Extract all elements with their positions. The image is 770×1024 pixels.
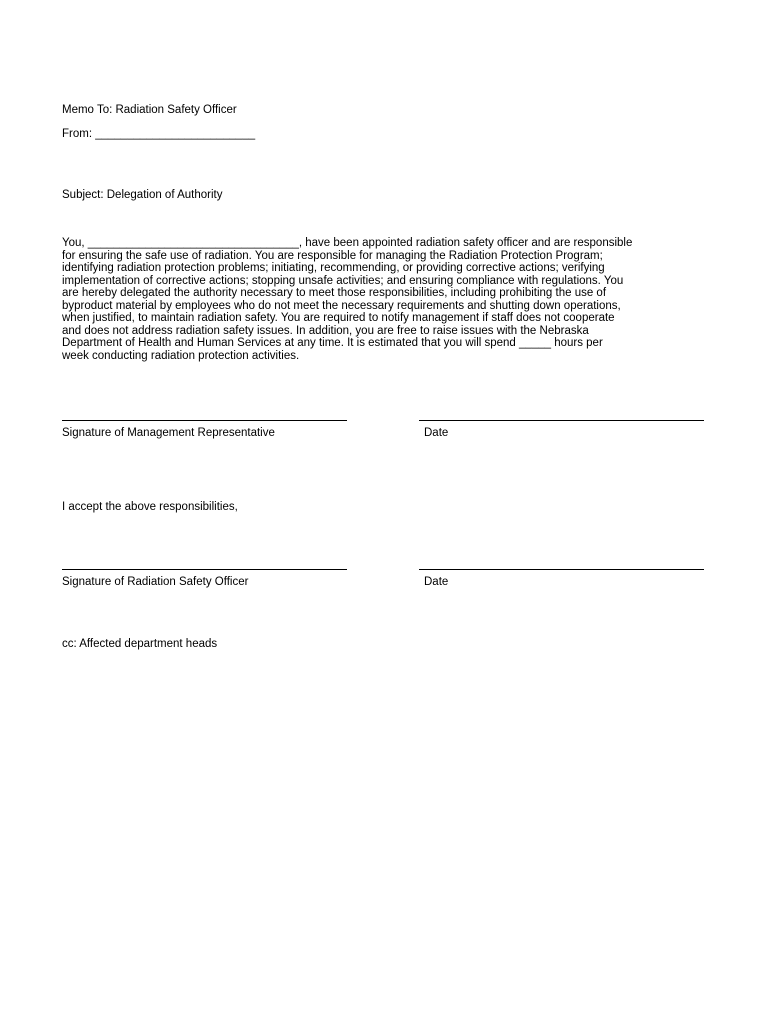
body-line: when justified, to maintain radiation safety. You are required to notify management if staff does not cooperate xyxy=(62,312,615,324)
body-line: identifying radiation protection problems; initiating, recommending, or providing corrective actions; verifying xyxy=(62,262,605,274)
rso-date-label: Date xyxy=(424,576,449,588)
rso-signature-label: Signature of Radiation Safety Officer xyxy=(62,576,249,588)
management-date-label: Date xyxy=(424,427,449,439)
body-line: You, _________________________________, have been appointed radiation safety officer and are responsible xyxy=(62,237,633,249)
body-line: week conducting radiation protection activities. xyxy=(62,349,300,362)
body-line: for ensuring the safe use of radiation. You are responsible for managing the Radiation Protection Program; xyxy=(62,249,603,262)
memo-from-line: From: _________________________ xyxy=(62,128,256,140)
body-line: byproduct material by employees who do not meet the necessary requirements and shutting down operations, xyxy=(62,299,621,312)
body-line: implementation of corrective actions; stopping unsafe activities; and ensuring compliance with regulations. You xyxy=(62,274,624,287)
body-line: Department of Health and Human Services at any time. It is estimated that you will spend _____ hours per xyxy=(62,337,603,349)
body-line: are hereby delegated the authority necessary to meet those responsibilities, including prohibiting the use of xyxy=(62,287,607,299)
rso-signature-line xyxy=(62,569,347,570)
cc-line: cc: Affected department heads xyxy=(62,638,218,650)
management-signature-line xyxy=(62,420,347,421)
rso-date-line xyxy=(419,569,704,570)
body-line: and does not address radiation safety issues. In addition, you are free to raise issues with the Nebraska xyxy=(62,324,589,337)
delegation-body-paragraph xyxy=(62,237,742,362)
memo-subject-line: Subject: Delegation of Authority xyxy=(62,189,223,201)
memo-to-line: Memo To: Radiation Safety Officer xyxy=(62,104,237,116)
management-signature-label: Signature of Management Representative xyxy=(62,427,275,439)
management-date-line xyxy=(419,420,704,421)
acceptance-statement: I accept the above responsibilities, xyxy=(62,501,238,513)
